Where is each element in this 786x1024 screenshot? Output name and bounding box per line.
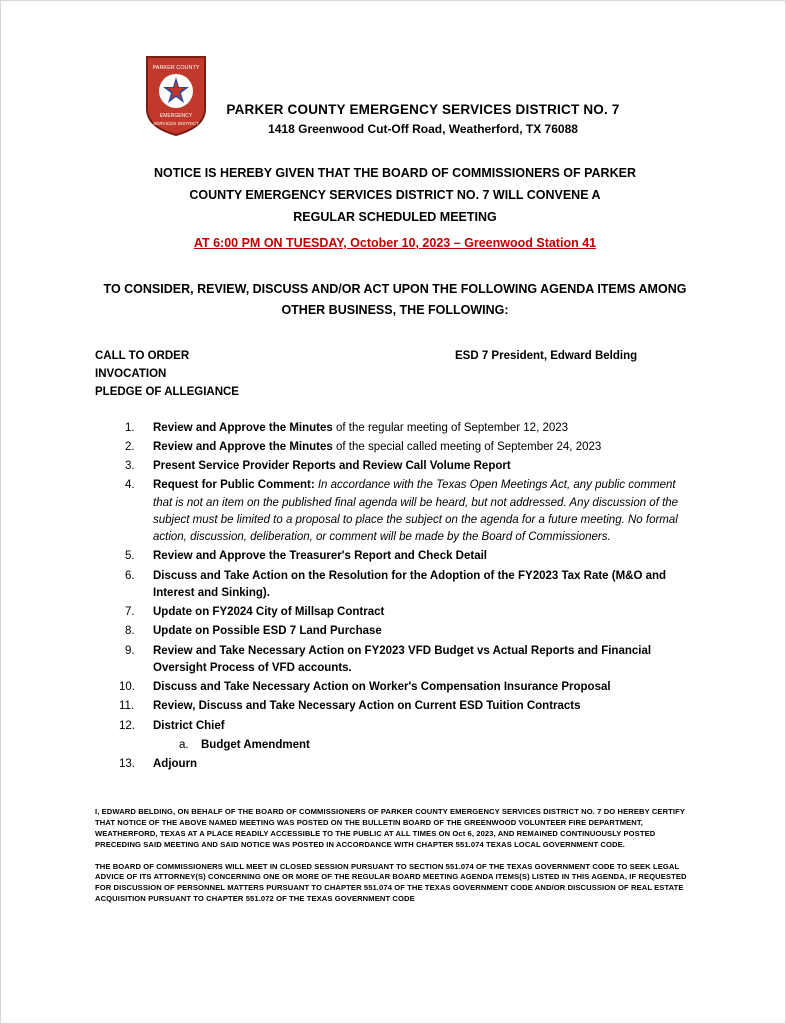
agenda-item: [111, 623, 695, 640]
agenda-item-bold: Update on Possible ESD 7 Land Purchase: [153, 625, 382, 638]
document-header: [95, 41, 695, 141]
agenda-item: [111, 420, 695, 437]
agenda-item-italic: In accordance with the Texas Open Meetings Act, any public comment that is not an item on the published final agenda will be heard, but not addressed. Any discussion of the subject must be limited to a proposal to place the subject on the agenda for a future meeting. No formal action, discussion, deliberation, or comment will be made by the Board of Commissioners.: [153, 479, 679, 544]
svg-text:EMERGENCY: EMERGENCY: [159, 113, 193, 119]
document-body: [95, 41, 695, 916]
invocation-label: INVOCATION: [95, 368, 167, 381]
agenda-item: [111, 439, 695, 456]
svg-text:SERVICES DISTRICT: SERVICES DISTRICT: [153, 121, 199, 126]
agenda-item: [111, 458, 695, 475]
agenda-item-normal: of the regular meeting of September 12, 2023: [332, 421, 569, 434]
consider-line-1: TO CONSIDER, REVIEW, DISCUSS AND/OR ACT UPON THE FOLLOWING AGENDA ITEMS: [103, 281, 636, 296]
agenda-item-bold: Discuss and Take Action on the Resolution for the Adoption of the FY2023 Tax Rate (M&O and Interest and Sinking).: [153, 569, 667, 599]
call-to-order-label: CALL TO ORDER: [95, 350, 190, 363]
agenda-item-bold: Review and Approve the Minutes: [153, 421, 333, 434]
consider-line-2: AMONG OTHER BUSINESS, THE FOLLOWING:: [281, 281, 687, 318]
agenda-item-normal: of the special called meeting of September 24, 2023: [332, 440, 602, 453]
agenda-item: [111, 643, 695, 678]
certification-section: [95, 807, 695, 904]
consider-statement: [95, 279, 695, 323]
closed-session-paragraph: THE BOARD OF COMMISSIONERS WILL MEET IN CLOSED SESSION PURSUANT TO SECTION 551.074 OF THE TEXAS GOVERNMENT CODE TO SEEK LEGAL ADVICE OF ITS ATTORNEY(S) CONCERNING ONE OR MORE OF THE REGULAR BOARD MEETING AGENDA ITEMS(S) LISTED IN THIS AGENDA, IF REQUESTED FOR DISCUSSION OF PERSONNEL MATTERS PURSUANT TO CHAPTER 551.074 OF THE TEXAS GOVERNMENT CODE AND/OR DISCUSSION OF REAL ESTATE ACQUISITION PURSUANT TO CHAPTER 551.072 OF THE TEXAS GOVERNMENT CODE: [95, 861, 687, 903]
opening-items: [95, 348, 695, 401]
meeting-datetime: AT 6:00 PM ON TUESDAY, October 10, 2023 – Greenwood Station 41: [193, 235, 597, 250]
pledge-of-allegiance-label: PLEDGE OF ALLEGIANCE: [95, 385, 239, 398]
certification-paragraph: I, EDWARD BELDING, ON BEHALF OF THE BOARD OF COMMISSIONERS OF PARKER COUNTY EMERGENCY SERVICES DISTRICT NO. 7 DO HEREBY CERTIFY THAT NOTICE OF THE ABOVE NAMED MEETING WAS POSTED ON THE BULLETIN BOARD OF THE GREENWOOD VOLUNTEER FIRE DEPARTMENT, WEATHERFORD, TEXAS AT A PLACE READILY ACCESSIBLE TO THE PUBLIC AT ALL TIMES ON Oct 6, 2023, AND REMAINED CONTINUOUSLY POSTED PRECEDING SAID MEETING AND SAID NOTICE WAS POSTED IN ACCORDANCE WITH CHAPTER 551.074 TEXAS LOCAL GOVERNMENT CODE.: [95, 807, 685, 849]
agenda-item: [111, 756, 695, 773]
call-to-order-row: [95, 348, 695, 366]
agenda-item: [111, 568, 695, 603]
notice-line-3: REGULAR SCHEDULED MEETING: [293, 209, 497, 224]
organization-title: PARKER COUNTY EMERGENCY SERVICES DISTRICT NO. 7: [226, 102, 620, 117]
agenda-item: [111, 548, 695, 565]
agenda-item: [111, 477, 695, 546]
agenda-item: [111, 604, 695, 621]
agenda-item-bold: Adjourn: [153, 758, 198, 771]
agenda-item: [111, 679, 695, 696]
notice-line-1: NOTICE IS HEREBY GIVEN THAT THE BOARD OF COMMISSIONERS OF PARKER: [154, 166, 636, 180]
notice-line-2: COUNTY EMERGENCY SERVICES DISTRICT NO. 7 WILL CONVENE A: [189, 187, 601, 202]
agenda-subitem-list: [153, 737, 695, 754]
agenda-item-bold: Present Service Provider Reports and Review Call Volume Report: [153, 460, 511, 473]
organization-address: 1418 Greenwood Cut-Off Road, Weatherford, TX 76088: [268, 122, 578, 137]
agenda-item-bold: Review and Approve the Treasurer's Report and Check Detail: [153, 550, 487, 563]
agenda-item-bold: Update on FY2024 City of Millsap Contract: [153, 606, 385, 619]
agenda-list: [95, 420, 695, 774]
agenda-item-bold: Review and Take Necessary Action on FY2023 VFD Budget vs Actual Reports and Financial Oversight Process of VFD accounts.: [153, 644, 652, 674]
agenda-item-bold: Review and Approve the Minutes: [153, 440, 333, 453]
parker-county-esd-seal-icon: [145, 55, 207, 137]
agenda-item-bold: Discuss and Take Necessary Action on Worker's Compensation Insurance Proposal: [153, 681, 611, 694]
agenda-item: [111, 718, 695, 755]
agenda-subitem: Budget Amendment: [201, 738, 310, 751]
president-name: ESD 7 President, Edward Belding: [455, 350, 638, 363]
agenda-item-bold: District Chief: [153, 719, 225, 732]
agenda-item-bold: Review, Discuss and Take Necessary Action on Current ESD Tuition Contracts: [153, 700, 581, 713]
meeting-notice: [95, 163, 695, 255]
agenda-item: [111, 698, 695, 715]
agenda-item-bold: Request for Public Comment:: [153, 479, 315, 492]
svg-text:PARKER COUNTY: PARKER COUNTY: [152, 65, 200, 71]
